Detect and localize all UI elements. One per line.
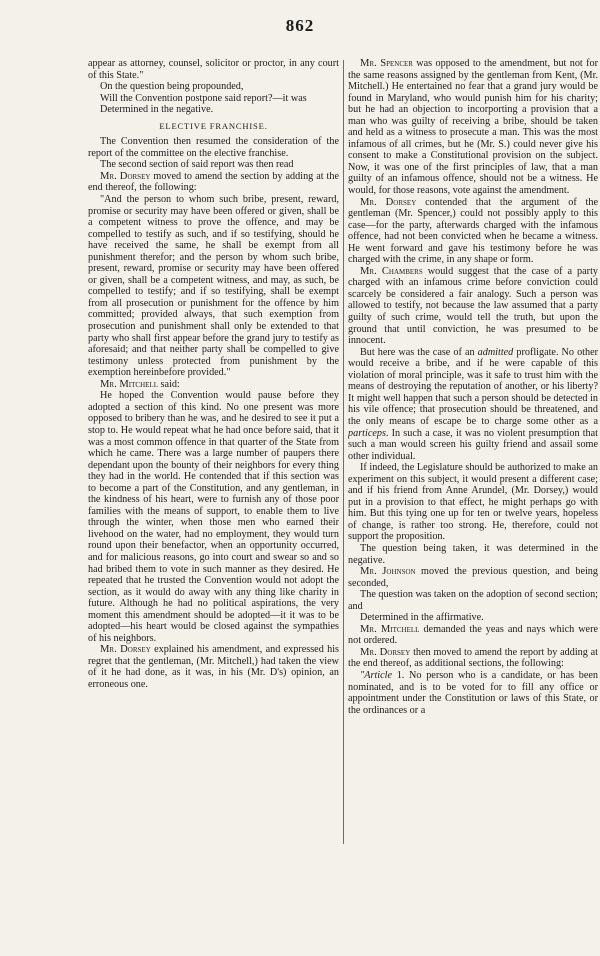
speech-text: But here was the case of an: [360, 346, 478, 358]
paragraph: [348, 624, 598, 647]
paragraph: Will the Convention postpone said report?—it was: [100, 92, 307, 104]
paragraph: [88, 379, 339, 391]
speaker-name: Mr. Spencer: [360, 58, 413, 69]
paragraph: [348, 266, 598, 347]
speaker-name: Mr. Dorsey: [100, 170, 151, 182]
article-text: [348, 670, 598, 716]
paragraph: [348, 58, 598, 197]
paragraph: On the question being propounded,: [100, 81, 244, 93]
speech-text: moved the previous question, and being seconded,: [348, 566, 598, 589]
speech-text: would suggest that the case of a party charged with an infamous crime before conviction could scarcely be considered a fair analogy. Such a person was allowed to testify, not because the law assumed that a party guilty of such crime, would tell the truth, but upon the ground that until conviction, he was presumed to be innocent.: [348, 265, 598, 347]
paragraph: The second section of said report was then read: [100, 159, 294, 171]
right-column: [348, 58, 598, 716]
emphasis: admitted: [477, 346, 514, 358]
speech-text: explained his amendment, and expressed his regret that the gentleman, (Mr. Mitchell,) had taken the view of it he had done, as it was, in his (Mr. D's) opinion, an erroneous one.: [88, 644, 339, 690]
paragraph: [348, 347, 598, 462]
speech-text: was opposed to the amendment, but not for the same reasons assigned by the gentleman from Kent, (Mr. Mitchell.) He entertained no fear that a grand jury would be found in Maryland, who would punish him for his charity; but he had an objection to incorporting a provision that a man who was guilty of receiving a bribe, should be taken and held as a witness to prosecute a man. This was the most infamous of all crimes, but he (Mr. S.) could never give his consent to make a Constitutional provision on the subject. Now, it was one of the first principles of law, that a man guilty of an infamous offence, should not be a witness. He would, for those reasons, vote against the amendment.: [348, 58, 598, 197]
speaker-name: Mr. Chambers: [360, 265, 423, 277]
speaker-name: Mr. Dorsey: [360, 196, 417, 208]
speaker-name: Mr. Mitchell: [360, 623, 420, 635]
paragraph: [88, 171, 339, 194]
speaker-name: Mr. Dorsey: [100, 644, 151, 656]
paragraph: The question being taken, it was determined in the negative.: [348, 542, 598, 566]
paragraph: Determined in the negative.: [100, 104, 214, 116]
page-number: 862: [285, 16, 315, 35]
paragraph: The question was taken on the adoption of second section; and: [348, 589, 598, 612]
paragraph: He hoped the Convention would pause before they adopted a section of this kind. No one present was more opposed to bribery than he was, and he desired to see it put a stop to. He would repeat what he had once before said, that it was a most common offence in that quarter of the State from which he came. There was a large number of paupers there dependant upon the bounty of their neighbors for every thing they had in the world. He contended that if this section was to become a part of the Constitution, and any gentleman, in the kindness of his heart, were to furnish any of those poor families with the means of support, to enable them to live through the winter, when those men who earned their livehood on the water, had no employment, they would turn round upon their benefactor, when an opportunity occurred, and for malicious reasons, go into court and swear so and so had bribed them to vote in such manner as they desired. He repeated that he trusted the Convention would not adopt the section, as it would do away with any thing like charity in future. Although he had no political aspirations, the very moment this amendment should be adopted—it it was to be adopted—his heart would be closed against the sympathies of his neighbors.: [88, 390, 339, 644]
left-column: [88, 58, 339, 691]
speaker-name: Mr. Dorsey: [360, 646, 411, 658]
paragraph: The Convention then resumed the consideration of the report of the committee on the elective franchise.: [88, 136, 339, 159]
paragraph: [348, 566, 598, 589]
speech-text: moved to amend the section by adding at the end thereof, the following:: [88, 170, 339, 194]
speech-text: demanded the yeas and nays which were not ordered.: [348, 623, 598, 647]
speech-text: said:: [157, 378, 180, 390]
article-label: "Article: [360, 669, 393, 681]
speech-text: 1. No person who is a candidate, or has been nominated, and is to be voted for to fill any office or appointment under the Constitution or laws of this State, or the ordinances or a: [348, 669, 598, 716]
speech-text: profligate. No other would receive a bribe, and if he were capable of this violation of moral principle, was it safe to trust him with the means of destroying the reputation of another, or his liberty? It might well happen that such a person should be detected in his vile offence; that prosecution should be threatened, and the only means of escape be to charge some other as a: [348, 346, 598, 427]
speech-text: then moved to amend the report by adding at the end thereof, as additional sections, the following:: [348, 646, 598, 670]
paragraph: appear as attorney, counsel, solicitor or proctor, in any court of this State.": [88, 58, 339, 81]
speech-text: . In such a case, it was no violent presumption that such a man would screen his guilty friend and assail some other individual.: [348, 427, 598, 462]
speech-text: contended that the argument of the gentleman (Mr. Spencer,) could not possibly apply to this case—for the party, afterwards charged with the infamous offence, had not been convicted when he became a witness. He went forward and gave his testimony before he was charged with the crime, in any shape or form.: [348, 196, 598, 266]
speaker-name: Mr. Mitchell: [100, 378, 158, 390]
paragraph: If indeed, the Legislature should be authorized to make an experiment on this subject, it would present a different case; and if his friend from Anne Arundel, (Mr. Dorsey,) would put in a provision to that effect, he might perhaps go with him. But this tying one up for ten or twelve years, hopeless of change, is rather too strong. He, therefore, could not support the proposition.: [348, 462, 598, 543]
emphasis: particeps: [348, 427, 386, 439]
amendment-quote: "And the person to whom such bribe, present, reward, promise or security may have been offered or given, shall be a competent witness to prove the offence, and may be compelled to testify as such, and if so testifying, should he have received the same, he shall be exempt from all punishment therefor; and the person by whom such bribe, present, reward, promise or security may have been offered or given, shall be a competent witness, and may, as such, be compelled to testify; and if so testifying, shall be exempt from all prosecution or punishment for the offence by him committed; provided always, that such exemption from prosecution and punishment shall only be extended to that party who shall first appear before the grand jury to testify as aforesaid; and that neither party shall be compelled to give testimony unless protected from punishment by the exemption hereinbefore provided.": [88, 194, 339, 379]
paragraph: [348, 197, 598, 266]
section-heading: ELECTIVE FRANCHISE.: [159, 120, 268, 131]
speaker-name: Mr. Johnson: [360, 566, 416, 578]
column-divider: [343, 60, 344, 844]
paragraph: [348, 647, 598, 670]
paragraph: Determined in the affirmative.: [360, 612, 484, 624]
paragraph: [88, 644, 339, 690]
